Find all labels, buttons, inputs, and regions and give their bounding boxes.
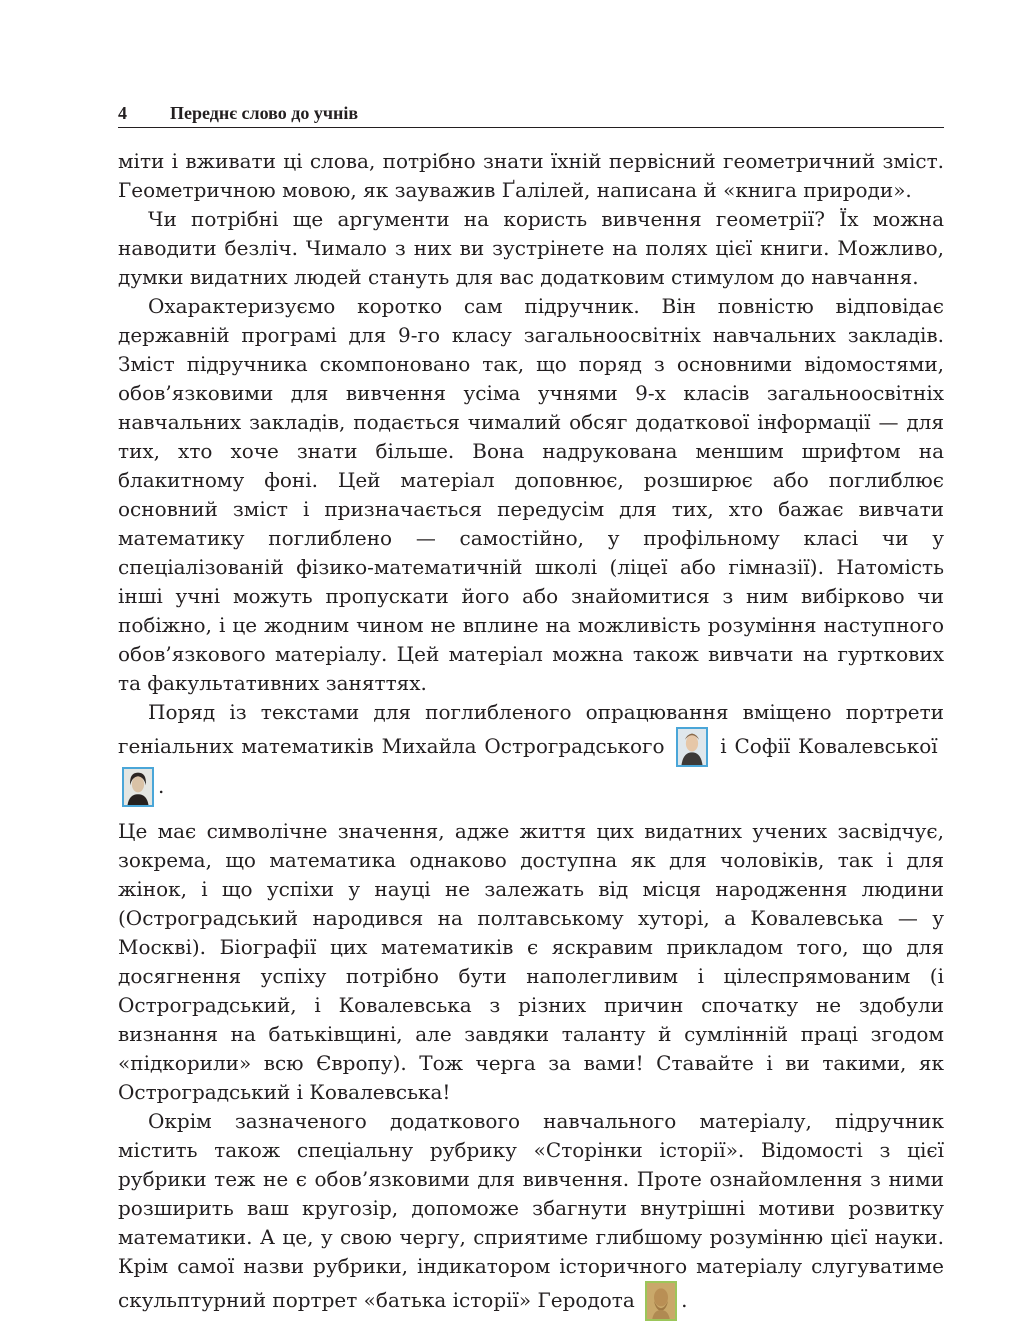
running-title: Переднє слово до учнів — [170, 103, 359, 123]
paragraph: Охарактеризуємо коротко сам підручник. Він повністю відповідає державній програмі для 9-го класу загальноосвітніх навчальних закладів. Зміст підручника скомпоновано так, що поряд з основними відомостями, обов’язковими для вивчення усіма учнями 9-х класів загальноосвітніх навчальних закладів, подається чималий обсяг додаткової інформації — для тих, хто хоче знати більше. Вона надрукована меншим шрифтом на блакитному фоні. Цей матеріал доповнює, розширює або поглиблює основний зміст і призначається передусім для тих, хто бажає вивчати математику поглиблено — самостійно, у профільному класі чи у спеціалізованій фізико-математичній школі (ліцеї або гімназії). Натомість інші учні можуть пропускати його або знайомитися з ним вибірково чи побіжно, і це жодним чином не вплине на можливість розуміння наступного обов’язкового матеріалу. Цей матеріал можна також вивчати на гурткових та факультативних заняттях. — [118, 294, 944, 695]
paragraph-portraits — [118, 698, 944, 807]
ostrogradsky-portrait-icon — [676, 727, 708, 767]
paragraph-text: . — [158, 774, 165, 798]
paragraph: Це має символічне значення, адже життя цих видатних учених засвідчує, зокрема, що математика однаково доступна як для чоловіків, так і для жінок, і що успіхи у науці не залежать від місця народження людини (Остроградський народився на полтавському хуторі, а Ковалевська — у Москві). Біографії цих математиків є яскравим прикладом того, що для досягнення успіху потрібно бути наполегливим і цілеспрямованим (і Остроградський, і Ковалевська з різних причин спочатку не здобули визнання на батьківщині, але завдяки таланту й сумлінній праці згодом «підкорили» всю Європу). Тож черга за вами! Ставайте і ви такими, як Остроградський і Ковалевська! — [118, 819, 944, 1104]
page-number: 4 — [118, 103, 127, 123]
paragraph-text: Поряд із текстами для поглибленого опрацювання вміщено портрети геніальних математиків Михайла Остроградського — [118, 700, 944, 758]
page-header — [118, 100, 944, 128]
spacer — [118, 807, 944, 817]
paragraph-herodotus — [118, 1107, 944, 1321]
kovalevskaya-portrait-icon — [122, 767, 154, 807]
page-body — [118, 147, 944, 1321]
herodotus-bust-icon — [645, 1281, 677, 1321]
paragraph: Чи потрібні ще аргументи на користь вивчення геометрії? Їх можна наводити безліч. Чимало з них ви зустрінете на полях цієї книги. Можливо, думки видатних людей стануть для вас додатковим стимулом до навчання. — [118, 207, 944, 289]
paragraph-text: . — [681, 1288, 688, 1312]
paragraph-text: Окрім зазначеного додаткового навчального матеріалу, підручник містить також спеціальну рубрику «Сторінки історії». Відомості з цієї рубрики теж не є обов’язковими для вивчення. Проте ознайомлення з ними розширить ваш кругозір, допоможе збагнути внутрішні мотиви розвитку математики. А це, у свою чергу, сприятиме глибшому розумінню цієї науки. Крім самої назви рубрики, індикатором історичного матеріалу слугуватиме скульптурний портрет «батька історії» Геродота — [118, 1109, 944, 1312]
paragraph: міти і вживати ці слова, потрібно знати їхній первісний геометричний зміст. Геометричною мовою, як зауважив Ґалілей, написана й «книга природи». — [118, 149, 944, 202]
paragraph-text: і Софії Ковалевської — [720, 734, 938, 758]
